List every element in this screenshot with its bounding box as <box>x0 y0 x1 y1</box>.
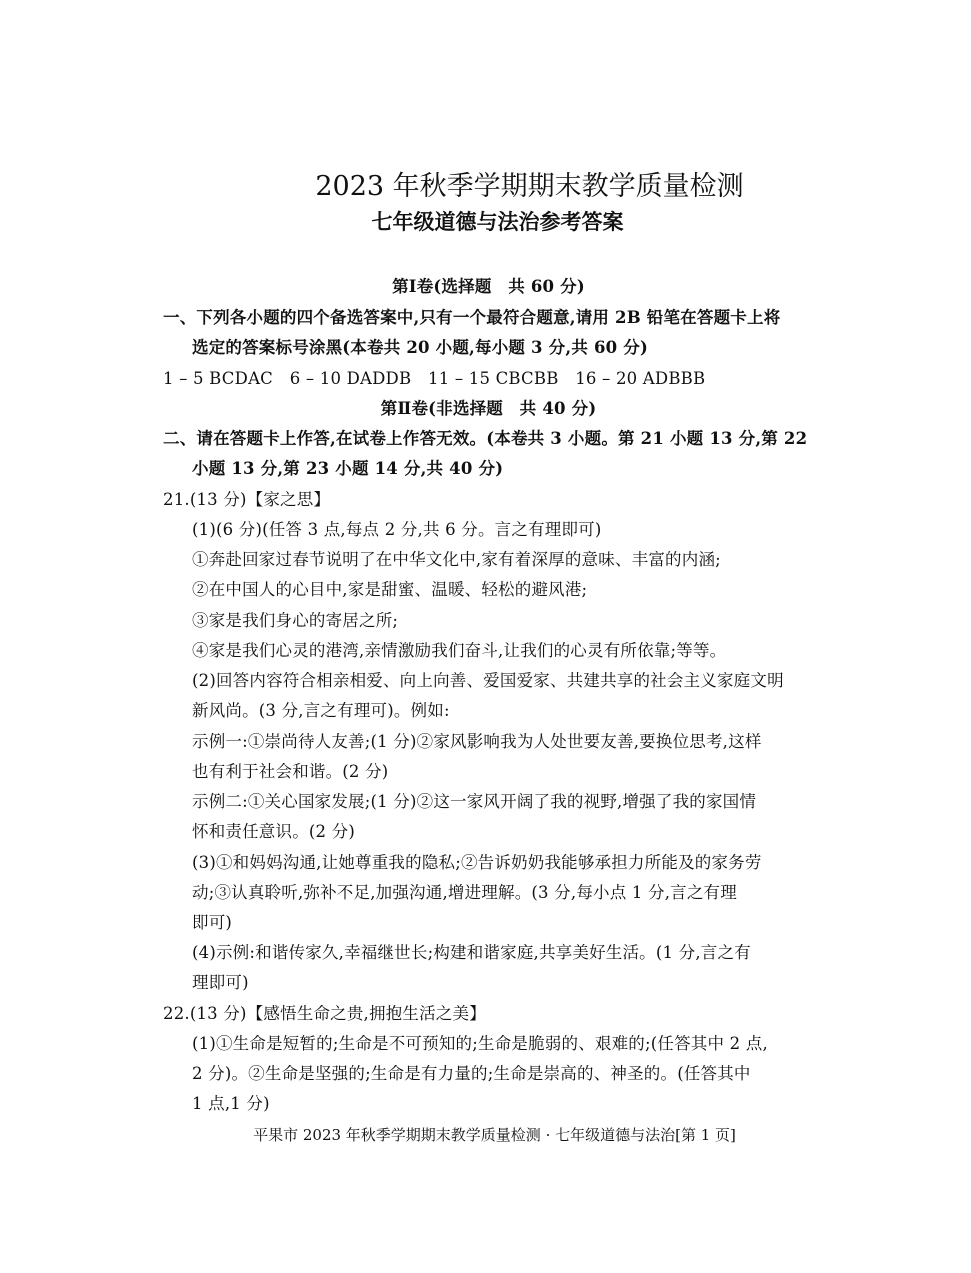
part2-instruction-line2: 小题 13 分,第 23 小题 14 分,共 40 分) <box>192 459 504 478</box>
q22-line: 1 点,1 分) <box>192 1094 270 1113</box>
part1-instruction-line1: 一、下列各小题的四个备选答案中,只有一个最符合题意,请用 2B 铅笔在答题卡上将 <box>163 308 781 327</box>
q21-line: 示例二:①关心国家发展;(1 分)②这一家风开阔了我的视野,增强了我的家国情 <box>192 792 757 811</box>
q21-line: ③家是我们身心的寄居之所; <box>192 611 399 630</box>
q21-line: (3)①和妈妈沟通,让她尊重我的隐私;②告诉奶奶我能够承担力所能及的家务劳 <box>192 853 762 872</box>
q21-line: (1)(6 分)(任答 3 点,每点 2 分,共 6 分。言之有理即可) <box>192 520 602 539</box>
q22-title: 22.(13 分)【感悟生命之贵,拥抱生活之美】 <box>163 1004 486 1023</box>
q21-line: ④家是我们心灵的港湾,亲情激励我们奋斗,让我们的心灵有所依靠;等等。 <box>192 641 727 660</box>
q21-line: 即可) <box>192 913 233 932</box>
part2-heading: 第Ⅱ卷(非选择题 共 40 分) <box>380 399 597 418</box>
q21-line: ②在中国人的心目中,家是甜蜜、温暖、轻松的避风港; <box>192 580 588 599</box>
q21-line: 怀和责任意识。(2 分) <box>192 822 356 841</box>
q22-line: (1)①生命是短暂的;生命是不可预知的;生命是脆弱的、艰难的;(任答其中 2 点, <box>192 1034 768 1053</box>
page-footer: 平果市 2023 年秋季学期期末教学质量检测 · 七年级道德与法治[第 1 页] <box>253 1126 736 1144</box>
q21-line: ①奔赴回家过春节说明了在中华文化中,家有着深厚的意味、丰富的内涵; <box>192 550 721 569</box>
q21-line: 新风尚。(3 分,言之有理可)。例如: <box>192 701 450 720</box>
q21-line: (2)回答内容符合相亲相爱、向上向善、爱国爱家、共建共享的社会主义家庭文明 <box>192 671 784 690</box>
part1-instruction-line2: 选定的答案标号涂黑(本卷共 20 小题,每小题 3 分,共 60 分) <box>192 338 648 357</box>
part2-instruction-line1: 二、请在答题卡上作答,在试卷上作答无效。(本卷共 3 小题。第 21 小题 13 分,第 22 <box>163 429 808 448</box>
q21-line: 也有利于社会和谐。(2 分) <box>192 762 389 781</box>
q21-title: 21.(13 分)【家之思】 <box>163 490 331 509</box>
q21-line: 理即可) <box>192 973 249 992</box>
document-title: 2023 年秋季学期期末教学质量检测 <box>315 171 744 202</box>
q21-line: (4)示例:和谐传家久,幸福继世长;构建和谐家庭,共享美好生活。(1 分,言之有 <box>192 943 751 962</box>
q21-line: 动;③认真聆听,弥补不足,加强沟通,增进理解。(3 分,每小点 1 分,言之有理 <box>192 883 737 902</box>
q22-line: 2 分)。②生命是坚强的;生命是有力量的;生命是崇高的、神圣的。(任答其中 <box>192 1064 751 1083</box>
choice-answers: 1 – 5 BCDAC 6 – 10 DADDB 11 – 15 CBCBB 16 – 20 ADBBB <box>163 369 706 388</box>
q21-line: 示例一:①崇尚待人友善;(1 分)②家风影响我为人处世要友善,要换位思考,这样 <box>192 732 762 751</box>
part1-heading: 第Ⅰ卷(选择题 共 60 分) <box>392 277 585 296</box>
document-subtitle: 七年级道德与法治参考答案 <box>371 209 624 234</box>
